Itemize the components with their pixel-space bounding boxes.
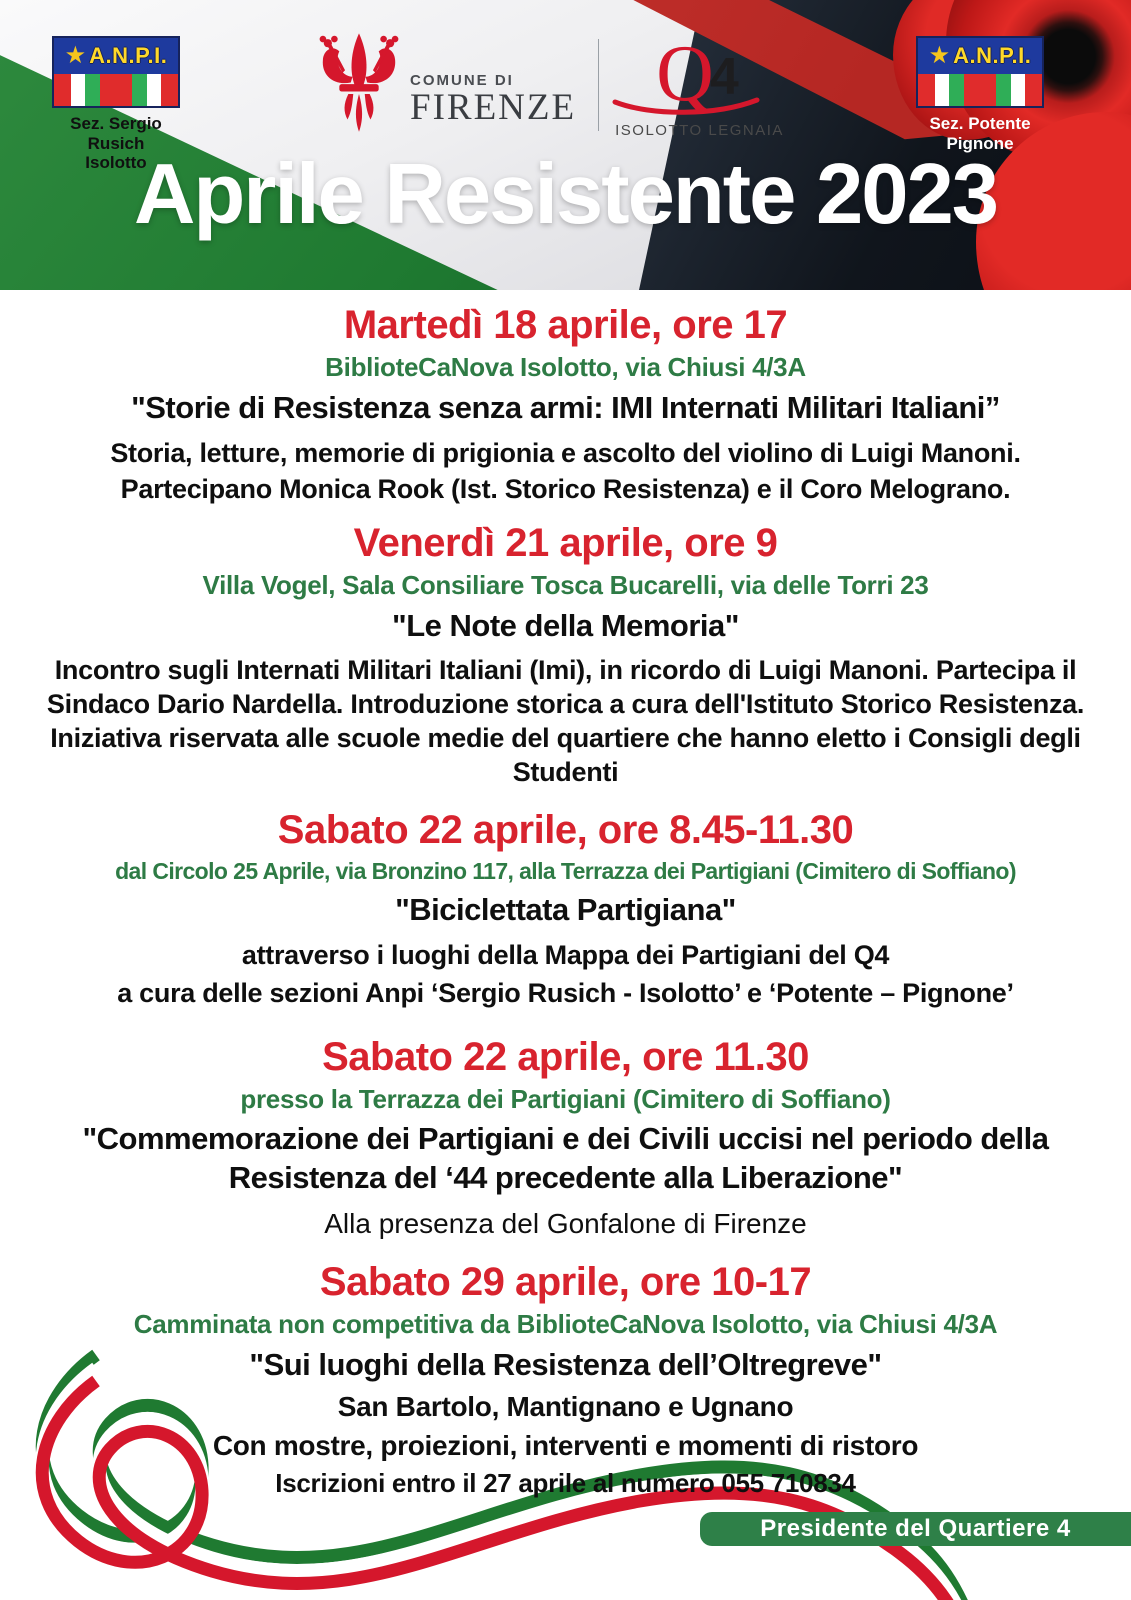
president-badge-label: Presidente del Quartiere 4: [760, 1515, 1071, 1542]
header-banner: [0, 0, 1131, 290]
anpi-flag-top: [916, 36, 1044, 74]
comune-firenze-wordmark: COMUNE DI FIRENZE: [410, 72, 577, 128]
anpi-flag-top: [52, 36, 180, 74]
event-venerdi-21-aprile: [0, 520, 1131, 790]
q4-number: 4: [709, 47, 739, 106]
event-title: "Storie di Resistenza senza armi: IMI Internati Militari Italiani”: [131, 389, 1000, 425]
event-detail: San Bartolo, Mantignano e Ugnano: [337, 1390, 794, 1422]
event-date: Martedì 18 aprile, ore 17: [343, 303, 788, 347]
anpi-logo-right: [916, 36, 1044, 153]
comune-firenze-q4-logos: [318, 26, 784, 144]
event-detail: Con mostre, proiezioni, interventi e momenti di ristoro: [212, 1430, 919, 1462]
event-location: Camminata non competitiva da BiblioteCaNova Isolotto, via Chiusi 4/3A: [133, 1309, 998, 1340]
event-detail: Storia, letture, memorie di prigionia e ascolto del violino di Luigi Manoni.: [110, 437, 1021, 468]
event-martedi-18-aprile: [0, 290, 1131, 506]
star-icon: ★: [928, 42, 951, 69]
event-sabato-22-aprile-mattina: [0, 807, 1131, 1009]
anpi-ribbon-band: [916, 74, 1044, 108]
event-detail: attraverso i luoghi della Mappa dei Partigiani del Q4: [241, 939, 890, 970]
president-badge: [700, 1512, 1131, 1546]
event-sabato-22-aprile-commemorazione: [0, 1034, 1131, 1242]
events-list: [0, 290, 1131, 1500]
florentine-lily-icon: [318, 26, 400, 144]
event-detail: Alla presenza del Gonfalone di Firenze: [324, 1207, 807, 1239]
q4-swash-icon: [611, 96, 761, 118]
star-icon: ★: [64, 42, 87, 69]
q4-letter: Q: [656, 29, 714, 118]
event-sabato-29-aprile: [0, 1259, 1131, 1500]
anpi-acronym: A.N.P.I.: [953, 43, 1032, 68]
event-detail: a cura delle sezioni Anpi ‘Sergio Rusich - Isolotto’ e ‘Potente – Pignone’: [117, 977, 1014, 1008]
event-location: Villa Vogel, Sala Consiliare Tosca Bucarelli, via delle Torri 23: [202, 569, 929, 600]
event-date: Sabato 29 aprile, ore 10-17: [319, 1260, 812, 1305]
event-detail: Incontro sugli Internati Militari Italiani (Imi), in ricordo di Luigi Manoni. Partecipa il Sindaco Dario Nardella. Introduzione storica a cura dell'Istituto Storico Resistenza. Iniziativa riservata alle scuole medie del quartiere che hanno eletto i Consigli degli Studenti: [46, 655, 1085, 788]
event-location: dal Circolo 25 Aprile, via Bronzino 117, alla Terrazza dei Partigiani (Cimitero di Soffiano): [115, 858, 1016, 885]
anpi-section-caption: Sez. Sergio Rusich Isolotto: [70, 114, 162, 173]
logo-divider: [598, 39, 599, 131]
anpi-acronym: A.N.P.I.: [89, 43, 168, 68]
event-detail: Partecipano Monica Rook (Ist. Storico Resistenza) e il Coro Melograno.: [120, 473, 1011, 504]
anpi-ribbon-band: [52, 74, 180, 108]
event-date: Sabato 22 aprile, ore 11.30: [322, 1034, 809, 1079]
anpi-section-caption: Sez. Potente Pignone: [929, 114, 1031, 153]
event-title: "Commemorazione dei Partigiani e dei Civili uccisi nel periodo della Resistenza del ‘44 precedente alla Liberazione": [82, 1121, 1049, 1196]
event-title: "Biciclettata Partigiana": [395, 891, 736, 927]
event-location: BiblioteCaNova Isolotto, via Chiusi 4/3A: [325, 352, 806, 382]
poster-title: Aprile Resistente 2023: [133, 147, 998, 242]
q4-caption: ISOLOTTO LEGNAIA: [615, 121, 784, 139]
event-date: Venerdì 21 aprile, ore 9: [353, 520, 778, 565]
event-title: "Sui luoghi della Resistenza dell’Oltregreve": [249, 1347, 882, 1383]
event-title: "Le Note della Memoria": [392, 607, 739, 643]
event-location: presso la Terrazza dei Partigiani (Cimitero di Soffiano): [240, 1083, 891, 1114]
event-date: Sabato 22 aprile, ore 8.45-11.30: [277, 808, 854, 853]
event-detail: Iscrizioni entro il 27 aprile al numero 055 710834: [275, 1468, 856, 1499]
quartiere4-logo: [615, 29, 784, 139]
